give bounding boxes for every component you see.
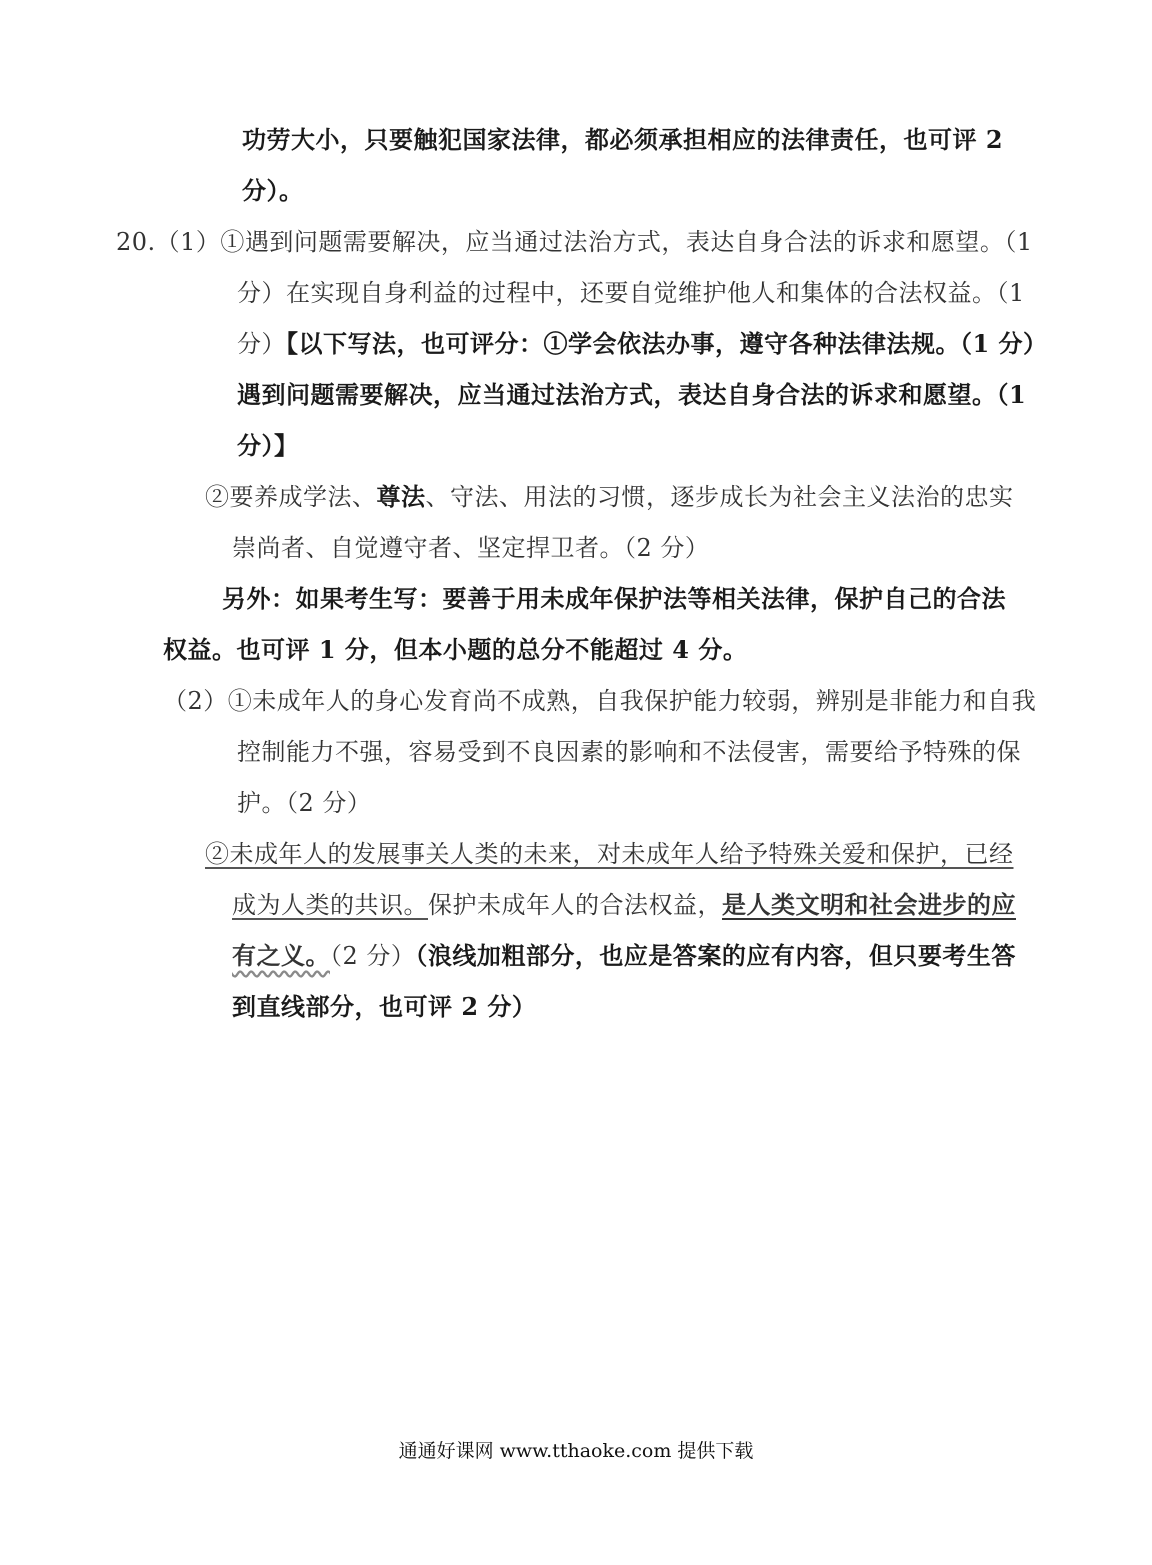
line-11: 权益。也可评 1 分，但本小题的总分不能超过 4 分。 — [163, 635, 748, 664]
line-13: 控制能力不强，容易受到不良因素的影响和不法侵害，需要给予特殊的保 — [237, 738, 1021, 766]
text-segment: ②要养成学法、 — [205, 483, 377, 511]
question-number: 20.（1）① — [116, 228, 245, 256]
line-16 — [232, 889, 1016, 921]
line-18: 到直线部分，也可评 2 分） — [232, 992, 537, 1021]
line-7: 分）】 — [237, 431, 299, 460]
grading-note: （浪线加粗部分，也应是答案的应有内容，但只要考生答 — [415, 941, 1016, 970]
line-5 — [237, 328, 1048, 360]
score-text: （2 分） — [330, 942, 416, 970]
line-15: ②未成年人的发展事关人类的未来，对未成年人给予特殊关爱和保护，已经 — [205, 840, 1014, 868]
footer-source-note: 通通好课网 www.tthaoke.com 提供下载 — [398, 1440, 754, 1462]
answer-text: 遇到问题需要解决，应当通过法治方式，表达自身合法的诉求和愿望。（1 — [244, 228, 1033, 256]
line-8 — [205, 481, 1014, 513]
line-1: 功劳大小，只要触犯国家法律，都必须承担相应的法律责任，也可评 2 — [242, 125, 1004, 154]
underlined-segment: 成为人类的共识。 — [232, 891, 428, 919]
question-20-part1-line — [116, 226, 1033, 258]
line-6: 遇到问题需要解决，应当通过法治方式，表达自身合法的诉求和愿望。（1 — [237, 380, 1027, 409]
line-10: 另外：如果考生写：要善于用未成年保护法等相关法律，保护自己的合法 — [222, 584, 1006, 613]
line-17 — [232, 940, 1016, 972]
line-4: 分）在实现自身利益的过程中，还要自觉维护他人和集体的合法权益。（1 — [237, 279, 1025, 307]
bold-underlined-segment: 是人类文明和社会进步的应 — [722, 890, 1016, 919]
line-9: 崇尚者、自觉遵守者、坚定捍卫者。（2 分） — [232, 534, 710, 562]
bold-segment: 尊法 — [376, 482, 426, 511]
score-text: 分） — [237, 330, 286, 358]
text-segment: 、守法、用法的习惯，逐步成长为社会主义法治的忠实 — [425, 483, 1014, 511]
question-20-part2-line: （2）①未成年人的身心发育尚不成熟，自我保护能力较弱，辨别是非能力和自我 — [163, 687, 1037, 715]
alternative-answer-note: 【以下写法，也可评分：①学会依法办事，遵守各种法律法规。（1 分） — [286, 329, 1048, 358]
line-2: 分）。 — [242, 176, 304, 205]
line-14: 护。（2 分） — [237, 789, 372, 817]
wavy-bold-segment: 有之义。 — [232, 941, 330, 970]
text-segment: 保护未成年人的合法权益， — [428, 891, 722, 919]
